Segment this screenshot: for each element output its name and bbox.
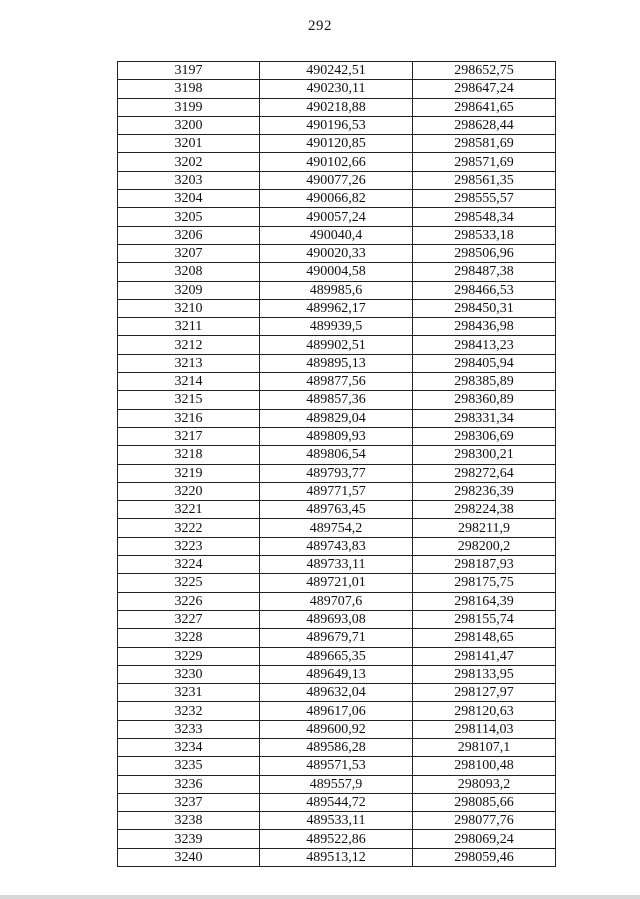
table-row [118,373,556,391]
table-row [118,336,556,354]
x-coordinate-cell: 490102,66 [260,153,413,171]
x-coordinate-cell: 489829,04 [260,409,413,427]
y-coordinate-cell: 298581,69 [413,135,556,153]
table-row [118,318,556,336]
table-row [118,610,556,628]
table-row [118,153,556,171]
x-coordinate-cell: 489763,45 [260,501,413,519]
y-coordinate-cell: 298360,89 [413,391,556,409]
table-row [118,244,556,262]
point-number-cell: 3212 [118,336,260,354]
point-number-cell: 3227 [118,610,260,628]
x-coordinate-cell: 489649,13 [260,665,413,683]
x-coordinate-cell: 489754,2 [260,519,413,537]
y-coordinate-cell: 298133,95 [413,665,556,683]
x-coordinate-cell: 489513,12 [260,848,413,866]
table-row [118,757,556,775]
page-number: 292 [308,18,332,34]
x-coordinate-cell: 490196,53 [260,116,413,134]
point-number-cell: 3211 [118,318,260,336]
table-row [118,409,556,427]
y-coordinate-cell: 298093,2 [413,775,556,793]
x-coordinate-cell: 489586,28 [260,738,413,756]
scan-edge [0,895,640,899]
y-coordinate-cell: 298077,76 [413,812,556,830]
table-row [118,574,556,592]
table-row [118,720,556,738]
table-row [118,592,556,610]
x-coordinate-cell: 489809,93 [260,427,413,445]
x-coordinate-cell: 489743,83 [260,537,413,555]
point-number-cell: 3219 [118,464,260,482]
y-coordinate-cell: 298224,38 [413,501,556,519]
y-coordinate-cell: 298155,74 [413,610,556,628]
point-number-cell: 3235 [118,757,260,775]
y-coordinate-cell: 298164,39 [413,592,556,610]
x-coordinate-cell: 489721,01 [260,574,413,592]
x-coordinate-cell: 489617,06 [260,702,413,720]
point-number-cell: 3239 [118,830,260,848]
point-number-cell: 3225 [118,574,260,592]
table-row [118,464,556,482]
y-coordinate-cell: 298571,69 [413,153,556,171]
y-coordinate-cell: 298652,75 [413,62,556,80]
x-coordinate-cell: 490057,24 [260,208,413,226]
table-row [118,556,556,574]
x-coordinate-cell: 489895,13 [260,354,413,372]
y-coordinate-cell: 298306,69 [413,427,556,445]
table-row [118,80,556,98]
point-number-cell: 3198 [118,80,260,98]
point-number-cell: 3214 [118,373,260,391]
x-coordinate-cell: 489600,92 [260,720,413,738]
point-number-cell: 3197 [118,62,260,80]
x-coordinate-cell: 489679,71 [260,629,413,647]
table-row [118,793,556,811]
y-coordinate-cell: 298331,34 [413,409,556,427]
x-coordinate-cell: 490120,85 [260,135,413,153]
table-row [118,98,556,116]
table-row [118,208,556,226]
table-row [118,354,556,372]
table-row [118,738,556,756]
x-coordinate-cell: 490218,88 [260,98,413,116]
table-row [118,391,556,409]
x-coordinate-cell: 490066,82 [260,190,413,208]
x-coordinate-cell: 490077,26 [260,171,413,189]
x-coordinate-cell: 490242,51 [260,62,413,80]
y-coordinate-cell: 298385,89 [413,373,556,391]
y-coordinate-cell: 298211,9 [413,519,556,537]
y-coordinate-cell: 298405,94 [413,354,556,372]
point-number-cell: 3213 [118,354,260,372]
table-row [118,647,556,665]
point-number-cell: 3233 [118,720,260,738]
y-coordinate-cell: 298187,93 [413,556,556,574]
point-number-cell: 3208 [118,263,260,281]
x-coordinate-cell: 489985,6 [260,281,413,299]
point-number-cell: 3218 [118,446,260,464]
x-coordinate-cell: 490020,33 [260,244,413,262]
y-coordinate-cell: 298450,31 [413,299,556,317]
table-row [118,263,556,281]
table-row [118,281,556,299]
y-coordinate-cell: 298641,65 [413,98,556,116]
y-coordinate-cell: 298413,23 [413,336,556,354]
table-row [118,482,556,500]
table-row [118,135,556,153]
point-number-cell: 3204 [118,190,260,208]
point-number-cell: 3232 [118,702,260,720]
y-coordinate-cell: 298647,24 [413,80,556,98]
point-number-cell: 3200 [118,116,260,134]
table-row [118,226,556,244]
y-coordinate-cell: 298487,38 [413,263,556,281]
x-coordinate-cell: 489771,57 [260,482,413,500]
table-row [118,702,556,720]
point-number-cell: 3230 [118,665,260,683]
x-coordinate-cell: 489533,11 [260,812,413,830]
coordinates-table [117,61,556,867]
point-number-cell: 3226 [118,592,260,610]
y-coordinate-cell: 298127,97 [413,684,556,702]
x-coordinate-cell: 490040,4 [260,226,413,244]
point-number-cell: 3240 [118,848,260,866]
y-coordinate-cell: 298300,21 [413,446,556,464]
point-number-cell: 3199 [118,98,260,116]
point-number-cell: 3223 [118,537,260,555]
table-row [118,171,556,189]
point-number-cell: 3205 [118,208,260,226]
x-coordinate-cell: 490004,58 [260,263,413,281]
y-coordinate-cell: 298272,64 [413,464,556,482]
table-row [118,62,556,80]
y-coordinate-cell: 298548,34 [413,208,556,226]
x-coordinate-cell: 489665,35 [260,647,413,665]
point-number-cell: 3234 [118,738,260,756]
x-coordinate-cell: 489902,51 [260,336,413,354]
y-coordinate-cell: 298059,46 [413,848,556,866]
x-coordinate-cell: 489632,04 [260,684,413,702]
table-row [118,629,556,647]
point-number-cell: 3207 [118,244,260,262]
point-number-cell: 3222 [118,519,260,537]
table-row [118,519,556,537]
y-coordinate-cell: 298175,75 [413,574,556,592]
x-coordinate-cell: 489522,86 [260,830,413,848]
y-coordinate-cell: 298085,66 [413,793,556,811]
point-number-cell: 3231 [118,684,260,702]
coordinates-table-body [118,62,556,867]
point-number-cell: 3229 [118,647,260,665]
point-number-cell: 3215 [118,391,260,409]
x-coordinate-cell: 489571,53 [260,757,413,775]
table-row [118,116,556,134]
point-number-cell: 3220 [118,482,260,500]
y-coordinate-cell: 298200,2 [413,537,556,555]
table-row [118,537,556,555]
table-row [118,446,556,464]
y-coordinate-cell: 298148,65 [413,629,556,647]
x-coordinate-cell: 489793,77 [260,464,413,482]
point-number-cell: 3237 [118,793,260,811]
table-row [118,848,556,866]
y-coordinate-cell: 298120,63 [413,702,556,720]
x-coordinate-cell: 489707,6 [260,592,413,610]
table-row [118,190,556,208]
point-number-cell: 3210 [118,299,260,317]
x-coordinate-cell: 489557,9 [260,775,413,793]
x-coordinate-cell: 489877,56 [260,373,413,391]
table-row [118,812,556,830]
y-coordinate-cell: 298069,24 [413,830,556,848]
point-number-cell: 3206 [118,226,260,244]
x-coordinate-cell: 489962,17 [260,299,413,317]
table-row [118,665,556,683]
table-row [118,775,556,793]
y-coordinate-cell: 298141,47 [413,647,556,665]
point-number-cell: 3217 [118,427,260,445]
point-number-cell: 3216 [118,409,260,427]
y-coordinate-cell: 298555,57 [413,190,556,208]
point-number-cell: 3238 [118,812,260,830]
y-coordinate-cell: 298100,48 [413,757,556,775]
table-row [118,684,556,702]
x-coordinate-cell: 489857,36 [260,391,413,409]
y-coordinate-cell: 298436,98 [413,318,556,336]
y-coordinate-cell: 298466,53 [413,281,556,299]
x-coordinate-cell: 489733,11 [260,556,413,574]
table-row [118,830,556,848]
y-coordinate-cell: 298114,03 [413,720,556,738]
table-row [118,501,556,519]
point-number-cell: 3236 [118,775,260,793]
table-row [118,427,556,445]
table-row [118,299,556,317]
point-number-cell: 3203 [118,171,260,189]
point-number-cell: 3221 [118,501,260,519]
point-number-cell: 3228 [118,629,260,647]
y-coordinate-cell: 298236,39 [413,482,556,500]
y-coordinate-cell: 298107,1 [413,738,556,756]
x-coordinate-cell: 489544,72 [260,793,413,811]
point-number-cell: 3209 [118,281,260,299]
x-coordinate-cell: 489693,08 [260,610,413,628]
y-coordinate-cell: 298628,44 [413,116,556,134]
point-number-cell: 3202 [118,153,260,171]
x-coordinate-cell: 489806,54 [260,446,413,464]
x-coordinate-cell: 490230,11 [260,80,413,98]
y-coordinate-cell: 298533,18 [413,226,556,244]
point-number-cell: 3201 [118,135,260,153]
y-coordinate-cell: 298561,35 [413,171,556,189]
point-number-cell: 3224 [118,556,260,574]
x-coordinate-cell: 489939,5 [260,318,413,336]
y-coordinate-cell: 298506,96 [413,244,556,262]
